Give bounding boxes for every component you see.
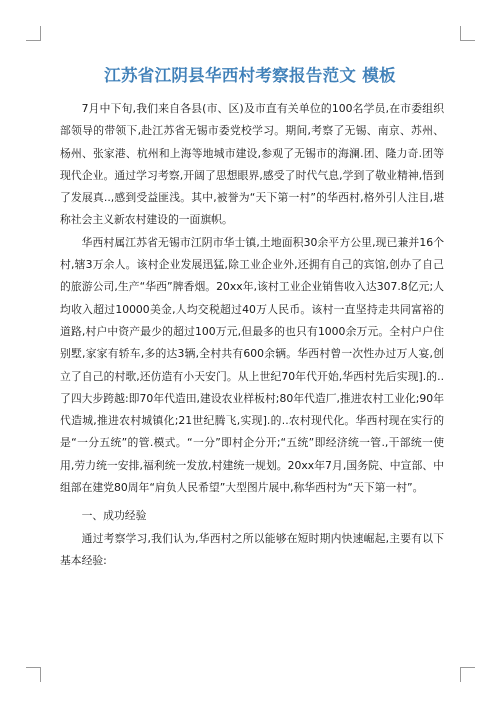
crop-mark-top-left (26, 26, 41, 41)
paragraph-experience: 通过考察学习,我们认为,华西村之所以能够在短时期内快速崛起,主要有以下基本经验: (60, 531, 444, 567)
crop-mark-top-right (460, 26, 475, 41)
crop-mark-bottom-left (26, 667, 41, 682)
section-heading: 一、成功经验 (81, 509, 147, 523)
paragraph-intro: 7月中下旬,我们来自各县(市、区)及市直有关单位的100名学员,在市委组织部领导的带领下,赴江苏省无锡市委党校学习。期间,考察了无锡、南京、苏州、杨州、张家港、杭州和上海等地城市建设,参观了无锡市的海澜.团、隆力奇.团等现代企业。通过学习考察,开阔了思想眼界,感受了时代气息,学到了敬业精神,悟到了发展真..,感到受益匪浅。其中,被誉为“天下第一村”的华西村,格外引人注目,堪称社会主义新农村建设的一面旗帜。 (60, 102, 444, 227)
paragraph-village-overview: 华西村属江苏省无锡市江阴市华士镇,土地面积30余平方公里,现已兼并16个村,辖3万余人。该村企业发展迅猛,除工业企业外,还拥有自己的宾馆,创办了自己的旅游公司,生产“华西”牌香烟。20xx年,该村工业企业销售收入达307.8亿元;人均收入超过10000美金,人均交税超过40万人民币。该村一直坚持走共同富裕的道路,村户中资产最少的超过100万元,但最多的也只有1000余万元。全村户户住别墅,家家有轿车,多的达3辆,全村共有600余辆。华西村曾一次性办过万人宴,创立了自己的村歌,还仿造有小天安门。从上世纪70年代开始,华西村先后实现].的..了四大步跨越:即70年代造田,建设农业样板村;80年代造厂,推进农村工业化;90年代造城,推进农村城镇化;21世纪腾飞,实现].的..农村现代化。华西村现在实行的是“一分五统”的管.模式。“一分”即村企分开;“五统”即经济统一管.,干部统一使用,劳力统一安排,福利统一发放,村建统一规划。20xx年7月,国务院、中宣部、中组部在建党80周年“肩负人民希望”大型图片展中,称华西村为“天下第一村”。 (60, 235, 444, 495)
crop-mark-bottom-right (460, 667, 475, 682)
document-title: 江苏省江阴县华西村考察报告范文 模板 (104, 66, 396, 85)
document-body (60, 98, 444, 572)
